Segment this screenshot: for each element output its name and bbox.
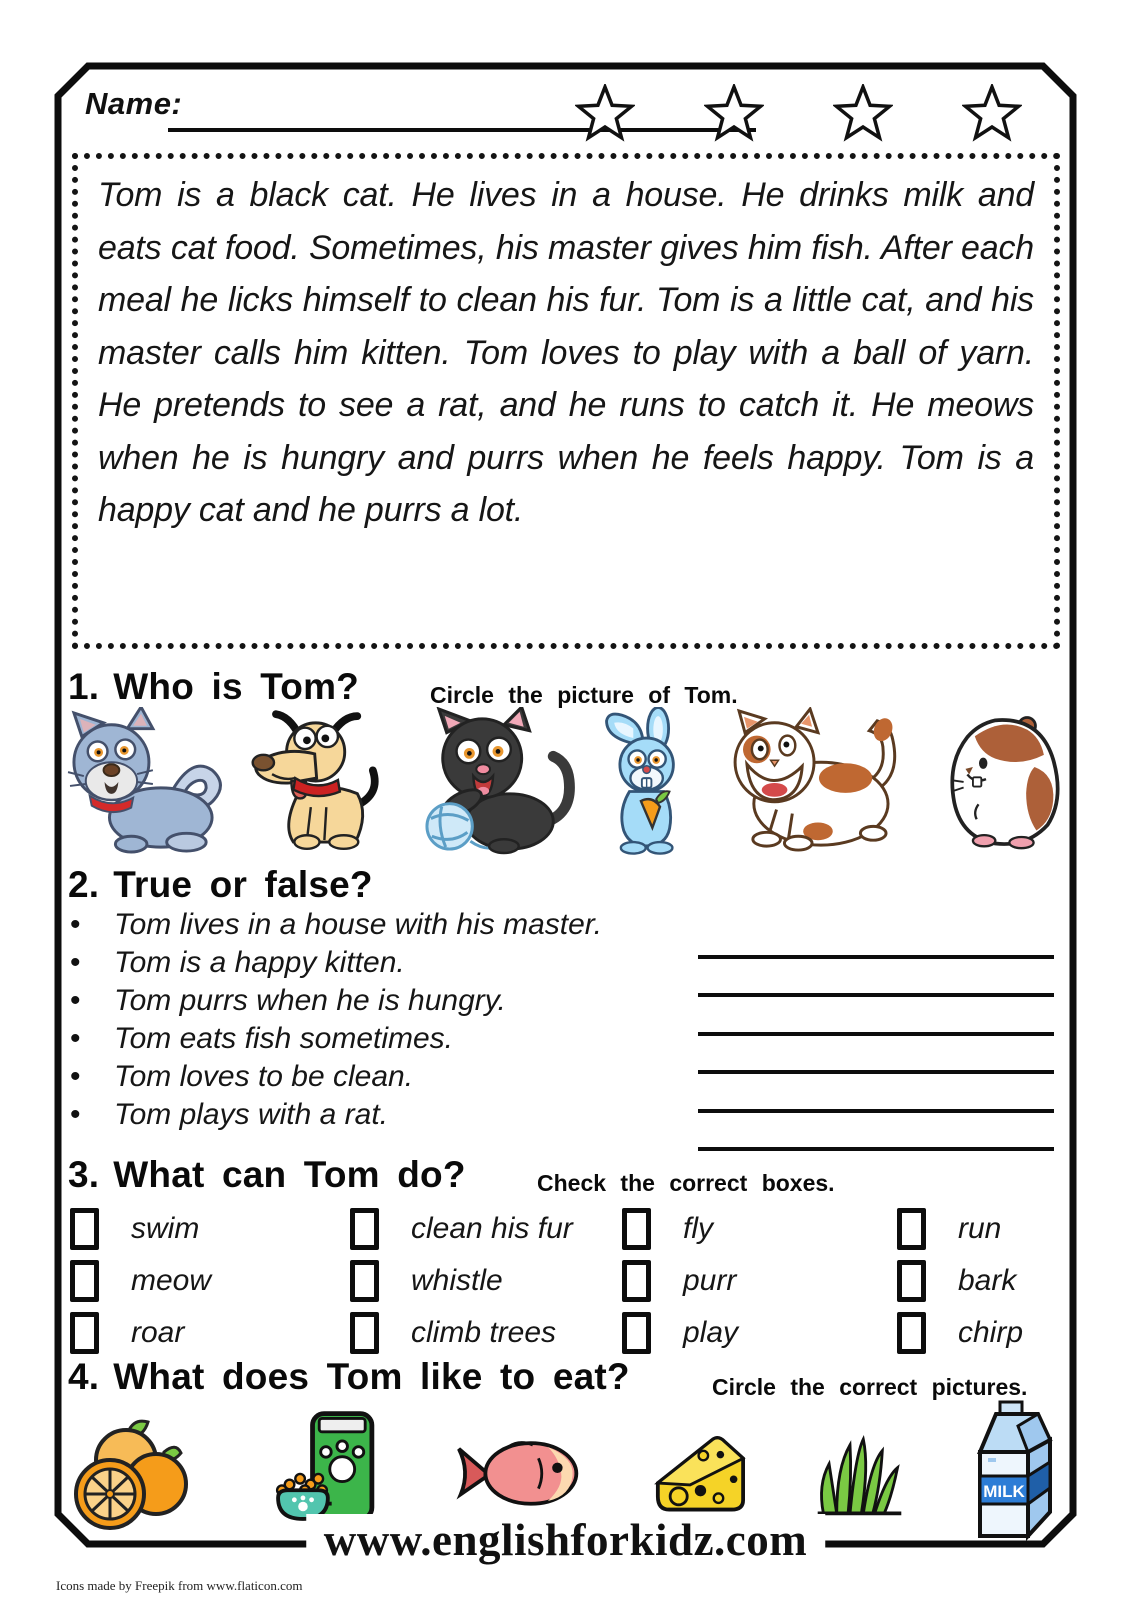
statement-text: Tom eats fish sometimes. — [114, 1022, 454, 1055]
rating-stars — [575, 84, 1022, 146]
fish-icon — [452, 1428, 587, 1518]
animal-option-white-orange-cat[interactable] — [717, 707, 915, 860]
hamster-icon — [930, 707, 1070, 855]
answer-line[interactable] — [698, 1147, 1054, 1151]
grass-icon — [812, 1426, 907, 1520]
star-icon — [962, 84, 1022, 146]
milk-carton-icon — [962, 1400, 1062, 1542]
true-false-list — [70, 906, 602, 1134]
checkbox-label: swim — [131, 1212, 200, 1245]
question-number: 1. — [68, 666, 100, 707]
star-icon — [833, 84, 893, 146]
checkbox-label: whistle — [411, 1264, 503, 1297]
food-option-oranges[interactable] — [68, 1416, 193, 1541]
name-label: Name: — [85, 86, 183, 121]
animal-option-rabbit-with-carrot[interactable] — [597, 707, 702, 860]
checkbox-option — [622, 1307, 738, 1359]
bullet: • — [70, 1098, 81, 1131]
checkbox[interactable] — [622, 1208, 651, 1250]
answer-line[interactable] — [698, 1109, 1054, 1113]
question-title: What does Tom like to eat? — [113, 1356, 630, 1397]
oranges-icon — [68, 1416, 193, 1536]
question-1-heading — [68, 666, 359, 708]
animal-option-hamster[interactable] — [930, 707, 1070, 860]
icons-attribution: Icons made by Freepik from www.flaticon.com — [56, 1578, 303, 1593]
animal-options — [60, 710, 1070, 860]
checkbox[interactable] — [350, 1208, 379, 1250]
passage-box — [72, 153, 1060, 649]
white-orange-cat-icon — [717, 707, 915, 855]
checkbox-label: chirp — [958, 1316, 1024, 1349]
question-4-instruction: Circle the correct pictures. — [712, 1374, 1028, 1400]
statement-text: Tom plays with a rat. — [114, 1098, 388, 1131]
checkbox-option — [350, 1203, 573, 1255]
answer-line[interactable] — [698, 1070, 1054, 1074]
statement-row — [70, 944, 602, 982]
checkbox-option — [622, 1255, 738, 1307]
food-option-milk[interactable] — [962, 1400, 1062, 1547]
checkbox-option — [897, 1203, 1023, 1255]
statement-row — [70, 1020, 602, 1058]
statement-row — [70, 906, 602, 944]
black-cat-icon — [413, 707, 581, 855]
checkbox-column-3 — [622, 1203, 738, 1359]
question-3-instruction: Check the correct boxes. — [537, 1170, 835, 1196]
checkbox[interactable] — [622, 1312, 651, 1354]
checkbox-label: run — [958, 1212, 1002, 1245]
gray-cat-icon — [60, 707, 228, 855]
checkbox-option — [622, 1203, 738, 1255]
checkbox-option — [70, 1255, 211, 1307]
checkbox[interactable] — [70, 1260, 99, 1302]
checkbox[interactable] — [897, 1312, 926, 1354]
food-option-fish[interactable] — [452, 1428, 587, 1523]
question-number: 3. — [68, 1154, 100, 1195]
question-title: True or false? — [113, 864, 373, 905]
checkbox-option — [70, 1307, 211, 1359]
question-3-heading — [68, 1154, 466, 1196]
bullet: • — [70, 946, 81, 979]
checkbox[interactable] — [350, 1312, 379, 1354]
animal-option-dog[interactable] — [243, 707, 398, 860]
checkbox-option — [70, 1203, 211, 1255]
answer-line[interactable] — [698, 955, 1054, 959]
statement-text: Tom loves to be clean. — [114, 1060, 414, 1093]
bullet: • — [70, 908, 81, 941]
statement-row — [70, 1096, 602, 1134]
statement-row — [70, 982, 602, 1020]
answer-line[interactable] — [698, 993, 1054, 997]
rabbit-icon — [597, 707, 702, 855]
checkbox[interactable] — [897, 1208, 926, 1250]
statement-row — [70, 1058, 602, 1096]
checkbox-column-4 — [897, 1203, 1023, 1359]
question-4-heading — [68, 1356, 630, 1398]
checkbox-label: play — [683, 1316, 739, 1349]
checkbox-label: roar — [131, 1316, 185, 1349]
checkbox-option — [350, 1307, 573, 1359]
checkbox-option — [897, 1255, 1023, 1307]
checkbox-label: meow — [131, 1264, 212, 1297]
animal-option-black-cat-with-yarn[interactable] — [413, 707, 581, 860]
question-title: Who is Tom? — [113, 666, 359, 707]
dog-icon — [243, 707, 398, 855]
checkbox[interactable] — [70, 1312, 99, 1354]
food-option-cheese[interactable] — [650, 1430, 750, 1525]
question-1-instruction: Circle the picture of Tom. — [430, 682, 738, 708]
checkbox[interactable] — [622, 1260, 651, 1302]
food-option-grass[interactable] — [812, 1426, 907, 1525]
cheese-icon — [650, 1430, 750, 1520]
checkbox-label: purr — [683, 1264, 737, 1297]
bullet: • — [70, 1060, 81, 1093]
footer-site-url: www.englishforkidz.com — [306, 1514, 826, 1566]
checkbox[interactable] — [70, 1208, 99, 1250]
star-icon — [575, 84, 635, 146]
checkbox-label: climb trees — [411, 1316, 557, 1349]
question-title: What can Tom do? — [113, 1154, 466, 1195]
checkbox-label: fly — [683, 1212, 713, 1245]
statement-text: Tom lives in a house with his master. — [114, 908, 602, 941]
passage-text: Tom is a black cat. He lives in a house. He drinks milk and eats cat food. Sometimes, his master gives him fish. After each meal he licks himself to clean his fur. Tom is a little cat, and his master calls him kitten. Tom loves to play with a ball of yarn. He pretends to see a rat, and he runs to catch it. He meows when he is hungry and purrs when he feels happy. Tom is a happy cat and he purrs a lot. — [98, 176, 1034, 529]
question-number: 4. — [68, 1356, 100, 1397]
checkbox-column-1 — [70, 1203, 211, 1359]
bullet: • — [70, 984, 81, 1017]
checkbox-option — [350, 1255, 573, 1307]
star-icon — [704, 84, 764, 146]
question-number: 2. — [68, 864, 100, 905]
animal-option-gray-cat[interactable] — [60, 707, 228, 860]
checkbox[interactable] — [897, 1260, 926, 1302]
statement-text: Tom purrs when he is hungry. — [114, 984, 506, 1017]
milk-label: MILK — [983, 1482, 1025, 1501]
statement-text: Tom is a happy kitten. — [114, 946, 405, 979]
checkbox-label: bark — [958, 1264, 1017, 1297]
checkbox-label: clean his fur — [411, 1212, 573, 1245]
checkbox-column-2 — [350, 1203, 573, 1359]
question-2-heading — [68, 864, 373, 906]
checkbox[interactable] — [350, 1260, 379, 1302]
checkbox-option — [897, 1307, 1023, 1359]
bullet: • — [70, 1022, 81, 1055]
answer-line[interactable] — [698, 1032, 1054, 1036]
